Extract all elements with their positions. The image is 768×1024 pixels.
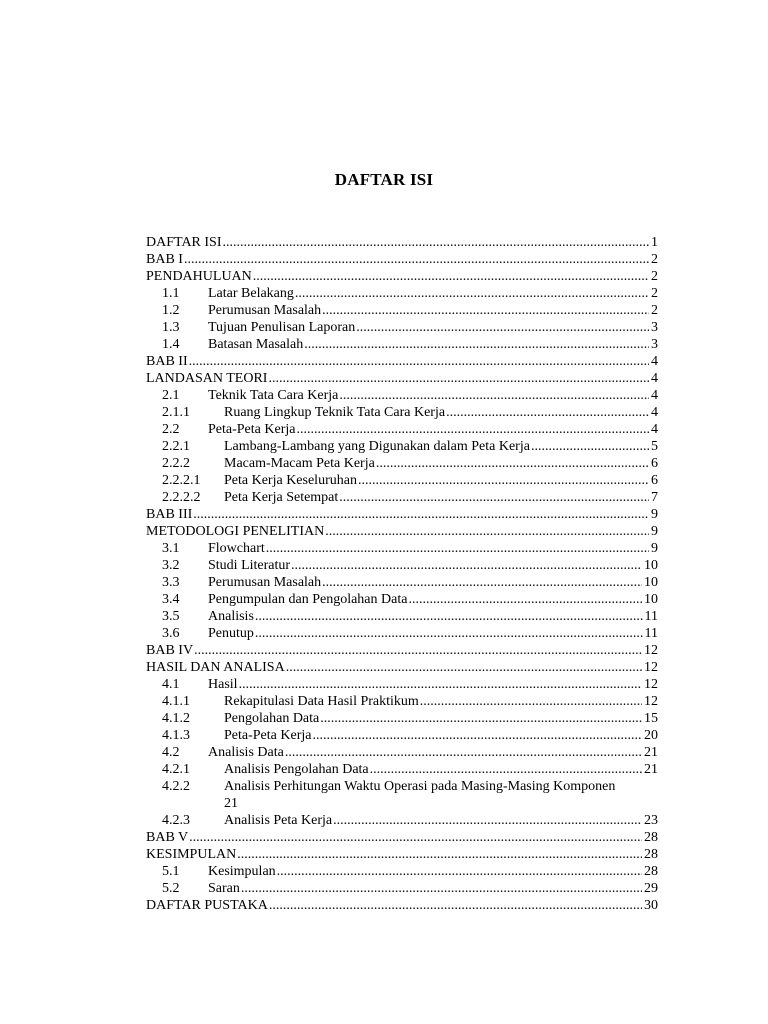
toc-entry-title: BAB II [146,354,188,369]
toc-entry-page: 23 [644,813,658,828]
toc-entry[interactable] [146,829,658,846]
toc-entry-number: 3.3 [162,575,180,590]
toc-entry-page: 2 [651,252,658,267]
toc-entry-page: 28 [644,830,658,845]
dot-leader [376,455,649,472]
dot-leader [322,302,649,319]
toc-entry-number: 2.2.1 [162,439,190,454]
page-title: DAFTAR ISI [334,170,434,189]
table-of-contents [146,234,658,914]
toc-entry-page: 12 [644,694,658,709]
dot-leader [312,727,642,744]
toc-entry-number: 4.2.2 [162,779,190,794]
toc-entry[interactable] [146,489,658,506]
toc-entry-page: 5 [651,439,658,454]
toc-entry-page: 9 [651,507,658,522]
toc-entry[interactable] [146,353,658,370]
dot-leader [420,693,642,710]
toc-entry[interactable] [146,880,658,897]
dot-leader [277,863,642,880]
toc-entry-page: 12 [644,660,658,675]
toc-entry-number: 2.2.2 [162,456,190,471]
toc-entry-title: Flowchart [208,541,265,556]
toc-entry-title: Peta Kerja Setempat [224,490,339,505]
toc-entry-page: 3 [651,320,658,335]
toc-entry[interactable] [146,642,658,659]
toc-entry-number: 2.2 [162,422,180,437]
toc-entry-title: Teknik Tata Cara Kerja [208,388,339,403]
toc-entry-title: Rekapitulasi Data Hasil Praktikum [224,694,419,709]
toc-entry-page: 4 [651,371,658,386]
toc-entry-title: Kesimpulan [208,864,276,879]
toc-entry-title: Analisis [208,609,254,624]
toc-entry-page: 21 [644,745,658,760]
toc-entry-page: 15 [644,711,658,726]
toc-entry[interactable] [146,761,658,778]
dot-leader [408,591,642,608]
dot-leader [295,285,649,302]
toc-entry[interactable] [146,285,658,302]
dot-leader [241,880,642,897]
toc-entry[interactable] [146,523,658,540]
toc-entry-title: Peta-Peta Kerja [208,422,296,437]
toc-entry-number: 4.1.3 [162,728,190,743]
toc-entry[interactable] [146,319,658,336]
toc-entry-number: 3.1 [162,541,180,556]
toc-entry-title: BAB I [146,252,183,267]
toc-entry-number: 1.3 [162,320,180,335]
toc-entry-continuation [146,795,658,812]
toc-entry-number: 3.2 [162,558,180,573]
dot-leader [255,625,643,642]
dot-leader [255,608,643,625]
toc-entry-title: Peta-Peta Kerja [224,728,312,743]
toc-entry[interactable] [146,455,658,472]
toc-entry-number: 4.1.1 [162,694,190,709]
dot-leader [531,438,649,455]
dot-leader [291,557,642,574]
toc-entry-page: 10 [644,575,658,590]
toc-entry-page: 4 [651,405,658,420]
toc-entry-title: BAB IV [146,643,194,658]
toc-entry-title: Macam-Macam Peta Kerja [224,456,375,471]
dot-leader [296,421,649,438]
toc-entry-title: PENDAHULUAN [146,269,252,284]
toc-entry-title: HASIL DAN ANALISA [146,660,285,675]
toc-entry-number: 5.1 [162,864,180,879]
toc-entry-number: 3.5 [162,609,180,624]
dot-leader [266,540,649,557]
toc-entry[interactable] [146,234,658,251]
toc-entry[interactable] [146,421,658,438]
dot-leader [269,897,642,914]
toc-entry-page: 2 [651,269,658,284]
toc-entry-title: BAB V [146,830,189,845]
toc-entry-title: METODOLOGI PENELITIAN [146,524,325,539]
toc-entry-title: Batasan Masalah [208,337,304,352]
toc-entry-title: Analisis Pengolahan Data [224,762,369,777]
toc-entry-page: 6 [651,456,658,471]
toc-entry-page: 29 [644,881,658,896]
toc-entry-number: 1.1 [162,286,180,301]
toc-entry[interactable] [146,370,658,387]
toc-entry-page: 21 [644,762,658,777]
toc-entry-number: 2.1 [162,388,180,403]
toc-entry-number: 4.2 [162,745,180,760]
toc-entry-page: 4 [651,422,658,437]
toc-entry-title: Ruang Lingkup Teknik Tata Cara Kerja [224,405,446,420]
toc-entry-title: Pengolahan Data [224,711,320,726]
toc-entry-number: 4.2.3 [162,813,190,828]
toc-entry-title: Lambang-Lambang yang Digunakan dalam Peta Kerja [224,439,530,454]
dot-leader [356,319,649,336]
toc-entry[interactable] [146,625,658,642]
toc-entry[interactable] [146,676,658,693]
dot-leader [333,812,642,829]
dot-leader [239,676,642,693]
dot-leader [223,234,650,251]
toc-entry-page: 11 [644,609,658,624]
dot-leader [304,336,649,353]
toc-entry-title: Studi Literatur [208,558,291,573]
toc-entry-page: 28 [644,847,658,862]
toc-entry-page: 4 [651,388,658,403]
dot-leader [193,506,649,523]
dot-leader [237,846,642,863]
toc-entry-title: Penutup [208,626,254,641]
toc-entry-page: 9 [651,524,658,539]
toc-entry[interactable] [146,472,658,489]
toc-entry-title: Pengumpulan dan Pengolahan Data [208,592,408,607]
toc-entry-number: 1.2 [162,303,180,318]
dot-leader [189,829,642,846]
toc-entry-title: Analisis Peta Kerja [224,813,333,828]
toc-entry[interactable] [146,863,658,880]
toc-entry-page: 21 [224,796,238,811]
toc-entry-page: 6 [651,473,658,488]
toc-entry-number: 4.1 [162,677,180,692]
dot-leader [268,370,649,387]
toc-entry[interactable] [146,693,658,710]
toc-entry[interactable] [146,438,658,455]
toc-entry[interactable] [146,659,658,676]
dot-leader [339,489,649,506]
toc-entry[interactable] [146,336,658,353]
toc-entry[interactable] [146,557,658,574]
toc-entry-page: 12 [644,643,658,658]
toc-entry-number: 3.6 [162,626,180,641]
toc-entry-number: 2.2.2.1 [162,473,201,488]
toc-entry-page: 2 [651,303,658,318]
dot-leader [325,523,649,540]
toc-entry-title: DAFTAR ISI [146,235,222,250]
toc-entry[interactable] [146,710,658,727]
toc-entry-page: 10 [644,558,658,573]
toc-entry-number: 1.4 [162,337,180,352]
toc-entry[interactable] [146,251,658,268]
toc-entry[interactable] [146,387,658,404]
toc-entry[interactable] [146,778,658,795]
dot-leader [253,268,649,285]
dot-leader [320,710,642,727]
toc-entry-page: 11 [644,626,658,641]
toc-entry-page: 3 [651,337,658,352]
toc-entry[interactable] [146,540,658,557]
toc-entry-title: Tujuan Penulisan Laporan [208,320,356,335]
toc-entry-number: 4.1.2 [162,711,190,726]
dot-leader [189,353,649,370]
toc-entry-title: Perumusan Masalah [208,303,322,318]
toc-entry-number: 2.2.2.2 [162,490,201,505]
toc-entry[interactable] [146,608,658,625]
toc-entry-page: 12 [644,677,658,692]
toc-entry-number: 5.2 [162,881,180,896]
toc-entry-title: KESIMPULAN [146,847,237,862]
toc-entry[interactable] [146,744,658,761]
dot-leader [322,574,642,591]
toc-entry-page: 7 [651,490,658,505]
toc-entry-number: 3.4 [162,592,180,607]
toc-entry-page: 20 [644,728,658,743]
toc-entry[interactable] [146,846,658,863]
toc-entry-page: 10 [644,592,658,607]
toc-entry-title: Peta Kerja Keseluruhan [224,473,357,488]
toc-entry-title: BAB III [146,507,193,522]
toc-entry[interactable] [146,506,658,523]
dot-leader [184,251,649,268]
dot-leader [358,472,649,489]
toc-entry-title: Perumusan Masalah [208,575,322,590]
toc-entry-title: DAFTAR PUSTAKA [146,898,268,913]
toc-entry-number: 4.2.1 [162,762,190,777]
toc-entry-title: Analisis Data [208,745,284,760]
toc-entry[interactable] [146,591,658,608]
toc-entry-page: 2 [651,286,658,301]
toc-entry[interactable] [146,812,658,829]
toc-entry-title: Analisis Perhitungan Waktu Operasi pada Masing-Masing Komponen [224,779,616,794]
dot-leader [286,659,642,676]
toc-entry-page: 28 [644,864,658,879]
toc-entry-page: 30 [644,898,658,913]
toc-entry[interactable] [146,727,658,744]
toc-entry[interactable] [146,268,658,285]
toc-entry-title: Saran [208,881,240,896]
toc-entry-page: 4 [651,354,658,369]
dot-leader [370,761,642,778]
dot-leader [446,404,649,421]
dot-leader [194,642,642,659]
toc-entry[interactable] [146,404,658,421]
dot-leader [339,387,649,404]
toc-entry-title: LANDASAN TEORI [146,371,268,386]
toc-entry-title: Latar Belakang [208,286,294,301]
toc-entry-page: 1 [651,235,658,250]
dot-leader [285,744,642,761]
toc-entry-title: Hasil [208,677,238,692]
toc-entry[interactable] [146,574,658,591]
toc-entry-number: 2.1.1 [162,405,190,420]
toc-entry-page: 9 [651,541,658,556]
toc-entry[interactable] [146,302,658,319]
toc-entry[interactable] [146,897,658,914]
